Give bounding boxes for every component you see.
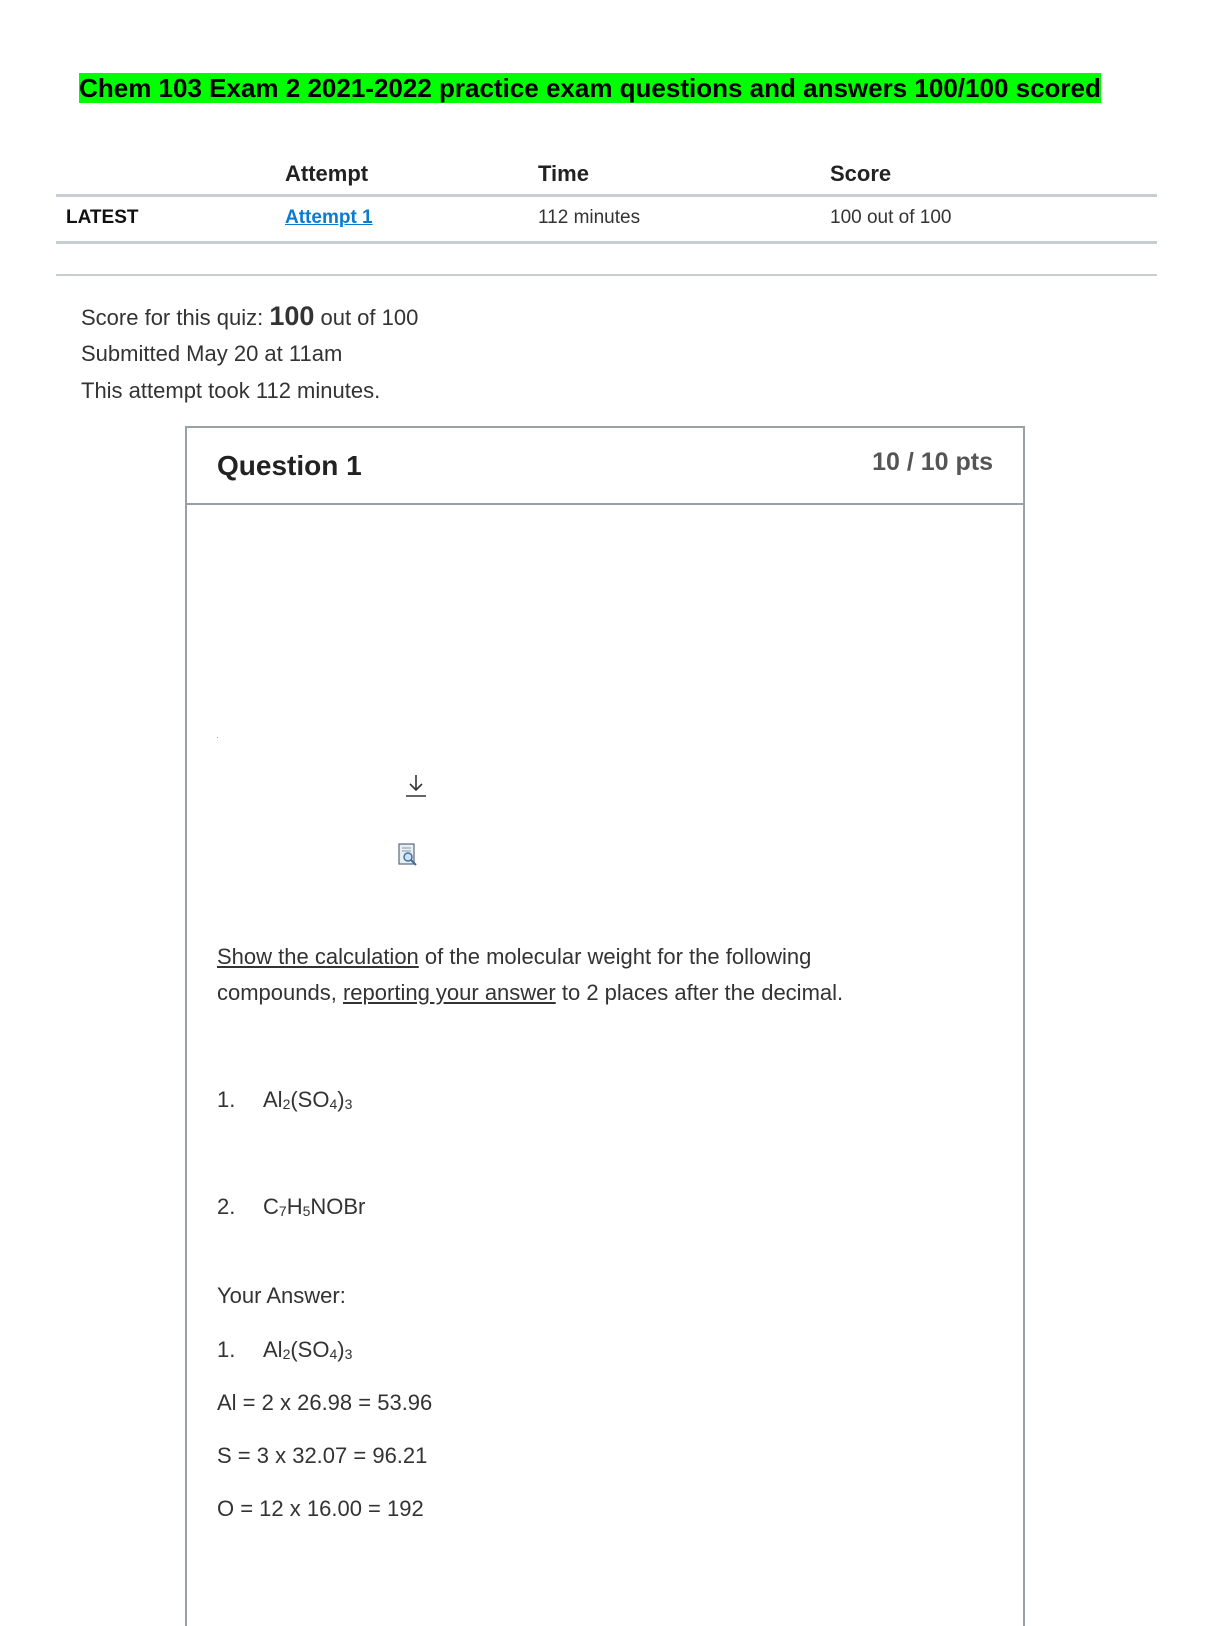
submitted-line: Submitted May 20 at 11am	[81, 341, 343, 366]
quiz-score-line	[81, 298, 418, 335]
your-answer-label: Your Answer:	[217, 1283, 346, 1308]
document-title	[60, 72, 1120, 104]
latest-label: LATEST	[66, 207, 139, 228]
header-attempt: Attempt	[285, 161, 369, 186]
score-value: 100	[269, 301, 315, 331]
formula-c7h5nobr: $C_7H_5NOBr$	[263, 1194, 366, 1219]
header-score: Score	[830, 161, 892, 186]
answer-line: O = 12 x 16.00 = 192	[217, 1496, 424, 1521]
prompt-text-1: of the molecular weight for the following	[418, 944, 812, 969]
attempt-score: 100 out of 100	[830, 207, 952, 228]
formula-al2so43: $Al_2(SO_4)_3$	[263, 1337, 353, 1362]
score-prefix: Score for this quiz:	[81, 305, 270, 330]
question-header	[187, 428, 1023, 505]
table-row	[56, 197, 1157, 244]
prompt-text-2: compounds,	[217, 980, 343, 1005]
prompt-underline-1: Show the calculation	[217, 944, 419, 969]
attempts-table	[56, 158, 1157, 276]
attempt-link[interactable]: Attempt 1	[285, 207, 373, 228]
answer-line: S = 3 x 32.07 = 96.21	[217, 1443, 428, 1468]
item-number: 1.	[217, 1337, 236, 1362]
quiz-summary	[81, 298, 418, 409]
item-number: 2.	[217, 1194, 236, 1219]
attempt-time: 112 minutes	[538, 207, 641, 228]
score-suffix: out of 100	[314, 305, 419, 330]
document-preview-icon[interactable]	[397, 843, 419, 867]
item-number: 1.	[217, 1087, 236, 1112]
document-title-text: Chem 103 Exam 2 2021-2022 practice exam questions and answers 100/100 scored	[79, 73, 1101, 103]
duration-line: This attempt took 112 minutes.	[81, 378, 381, 403]
attempts-table-header	[56, 158, 1157, 197]
list-item	[217, 1189, 365, 1229]
answer-list-item	[217, 1332, 352, 1372]
download-icon[interactable]	[404, 773, 428, 799]
prompt-text-3: to 2 places after the decimal.	[555, 980, 844, 1005]
list-item	[217, 1082, 352, 1122]
table-divider	[56, 244, 1157, 276]
question-prompt-line-1	[217, 939, 811, 975]
image-placeholder-dot	[217, 737, 218, 738]
question-prompt-line-2	[217, 975, 843, 1011]
prompt-underline-2: reporting your answer	[342, 980, 556, 1005]
answer-line: Al = 2 x 26.98 = 53.96	[217, 1390, 433, 1415]
formula-al2so43: $Al_2(SO_4)_3$	[263, 1087, 353, 1112]
question-points: 10 / 10 pts	[872, 448, 993, 476]
header-time: Time	[538, 161, 589, 186]
question-title: Question 1	[217, 450, 362, 481]
question-card	[185, 426, 1025, 1626]
